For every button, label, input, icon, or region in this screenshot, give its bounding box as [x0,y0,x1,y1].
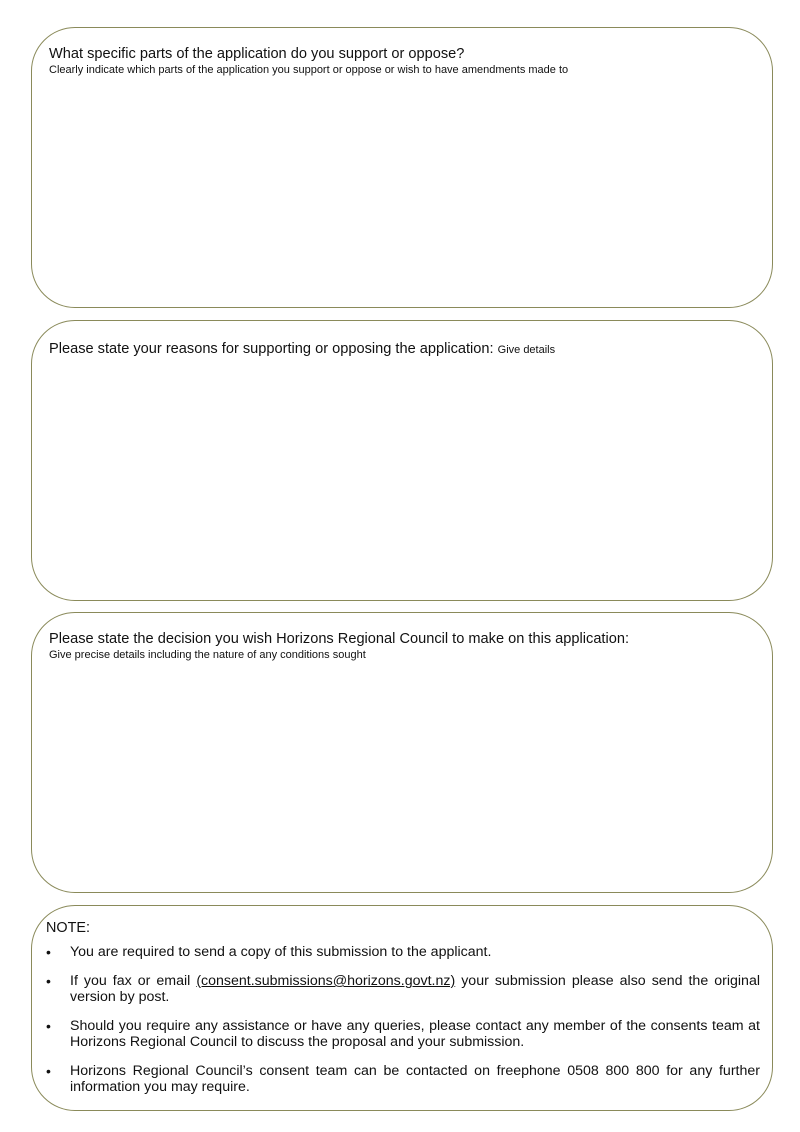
note-title: NOTE: [46,920,90,936]
note-item-text-before: If you fax or email [70,973,197,989]
section-2-title-text: Please state your reasons for supporting or opposing the application: [49,341,494,357]
note-item-assistance [46,1018,760,1050]
section-2-subtitle: Give details [497,344,556,356]
email-link[interactable]: (consent.submissions@horizons.govt.nz) [196,973,456,989]
bullet-icon: • [46,1063,51,1079]
support-oppose-parts-field[interactable] [31,27,773,308]
decision-sought-field[interactable] [31,612,773,893]
note-list [46,944,760,1108]
note-item-freephone [46,1063,760,1095]
note-item-copy-to-applicant [46,944,760,960]
section-2-title [49,341,555,359]
note-box [31,905,773,1111]
bullet-icon: • [46,944,51,960]
section-3-subtitle: Give precise details including the nature of any conditions sought [49,649,366,661]
note-item-text: Should you require any assistance or have any queries, please contact any member of the consents team at Horizons Regional Council to discuss the proposal and your submission. [70,1018,760,1050]
reasons-field[interactable] [31,320,773,601]
section-3-title: Please state the decision you wish Horizons Regional Council to make on this application: [49,631,630,647]
bullet-icon: • [46,973,51,989]
note-item-fax-email [46,973,760,1005]
note-item-text: You are required to send a copy of this submission to the applicant. [70,944,492,960]
bullet-icon: • [46,1018,51,1034]
note-item-text: Horizons Regional Council’s consent team can be contacted on freephone 0508 800 800 for any further information you may require. [70,1063,760,1095]
section-1-subtitle: Clearly indicate which parts of the application you support or oppose or wish to have amendments made to [49,64,569,76]
note-item-text-after: your submission please also send the original version by post. [70,973,760,1005]
section-1-title: What specific parts of the application do you support or oppose? [49,46,465,62]
